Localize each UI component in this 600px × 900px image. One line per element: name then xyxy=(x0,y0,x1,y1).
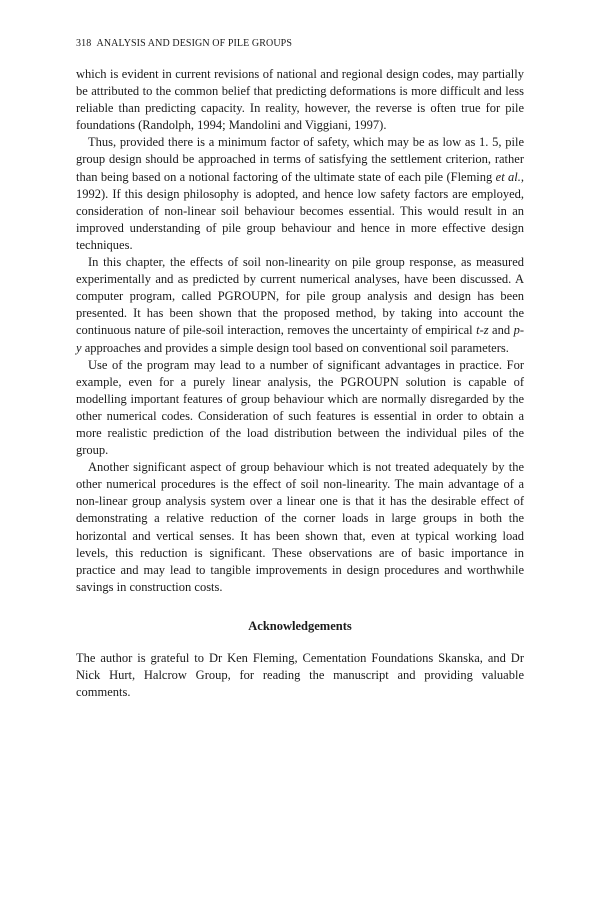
text-span: In this chapter, the effects of soil non-linearity on pile group response, as measured experimentally and as predicted by current numerical analyses, have been discussed. A computer program, called PGROUPN, for pile group analysis and design has been presented. It has been shown that the proposed method, by taking into account the continuous nature of pile-soil interaction, removes the uncertainty of empirical xyxy=(76,255,524,338)
text-span: 1992). If this design philosophy is adopted, and hence low safety factors are employed, consideration of non-linear soil behaviour becomes essential. This would result in an improved understanding of pile group behaviour and hence in more effective design techniques. xyxy=(76,186,524,252)
acknowledgements-text: The author is grateful to Dr Ken Fleming, Cementation Foundations Skanska, and Dr Nick Hurt, Halcrow Group, for reading the manuscript and providing valuable comments. xyxy=(76,651,524,700)
italic-span: t-z xyxy=(476,323,489,338)
text-span: Another significant aspect of group behaviour which is not treated adequately by the other numerical procedures is the effect of soil non-linearity. The main advantage of a non-linear group analysis system over a linear one is that it has the desirable effect of demonstrating a relative reduction of the corner loads in large groups in both the horizontal and vertical senses. It has been shown that, even at typical working load levels, this reduction is significant. These observations are of basic importance in practice and may lead to tangible improvements in design procedures and worthwhile savings in construction costs. xyxy=(76,460,524,594)
text-span: and xyxy=(488,323,514,338)
running-title: ANALYSIS AND DESIGN OF PILE GROUPS xyxy=(96,38,292,49)
paragraph-3 xyxy=(76,254,524,357)
text-span: Use of the program may lead to a number of significant advantages in practice. For example, even for a purely linear analysis, the PGROUPN solution is capable of modelling important features of group behaviour which are normally disregarded by the other numerical codes. Consideration of such features is essential in order to obtain a more realistic prediction of the load distribution between the individual piles of the group. xyxy=(76,357,524,458)
text-span: Thus, provided there is a minimum factor of safety, which may be as low as 1. 5, pile group design should be approached in terms of satisfying the settlement criterion, rather than being based on a notional factoring of the ultimate state of each pile (Fleming xyxy=(76,135,524,184)
acknowledgements-heading: Acknowledgements xyxy=(248,618,352,633)
italic-span: p-y xyxy=(76,323,524,355)
text-span: approaches and provides a simple design tool based on conventional soil parameters. xyxy=(81,340,509,355)
paragraph-2 xyxy=(76,134,524,254)
italic-span: et al., xyxy=(495,169,524,184)
page-number: 318 xyxy=(76,38,92,49)
paragraph-1 xyxy=(76,66,524,134)
text-span: which is evident in current revisions of national and regional design codes, may partially be attributed to the common belief that predicting deformations is more difficult and less reliable than predicting capacity. In reality, however, the reverse is often true for pile foundations (Randolph, 1994; Mandolini and Viggiani, 1997). xyxy=(76,67,524,133)
paragraph-5 xyxy=(76,459,524,596)
running-head xyxy=(76,38,292,49)
paragraph-4 xyxy=(76,357,524,460)
body-text xyxy=(76,66,524,701)
